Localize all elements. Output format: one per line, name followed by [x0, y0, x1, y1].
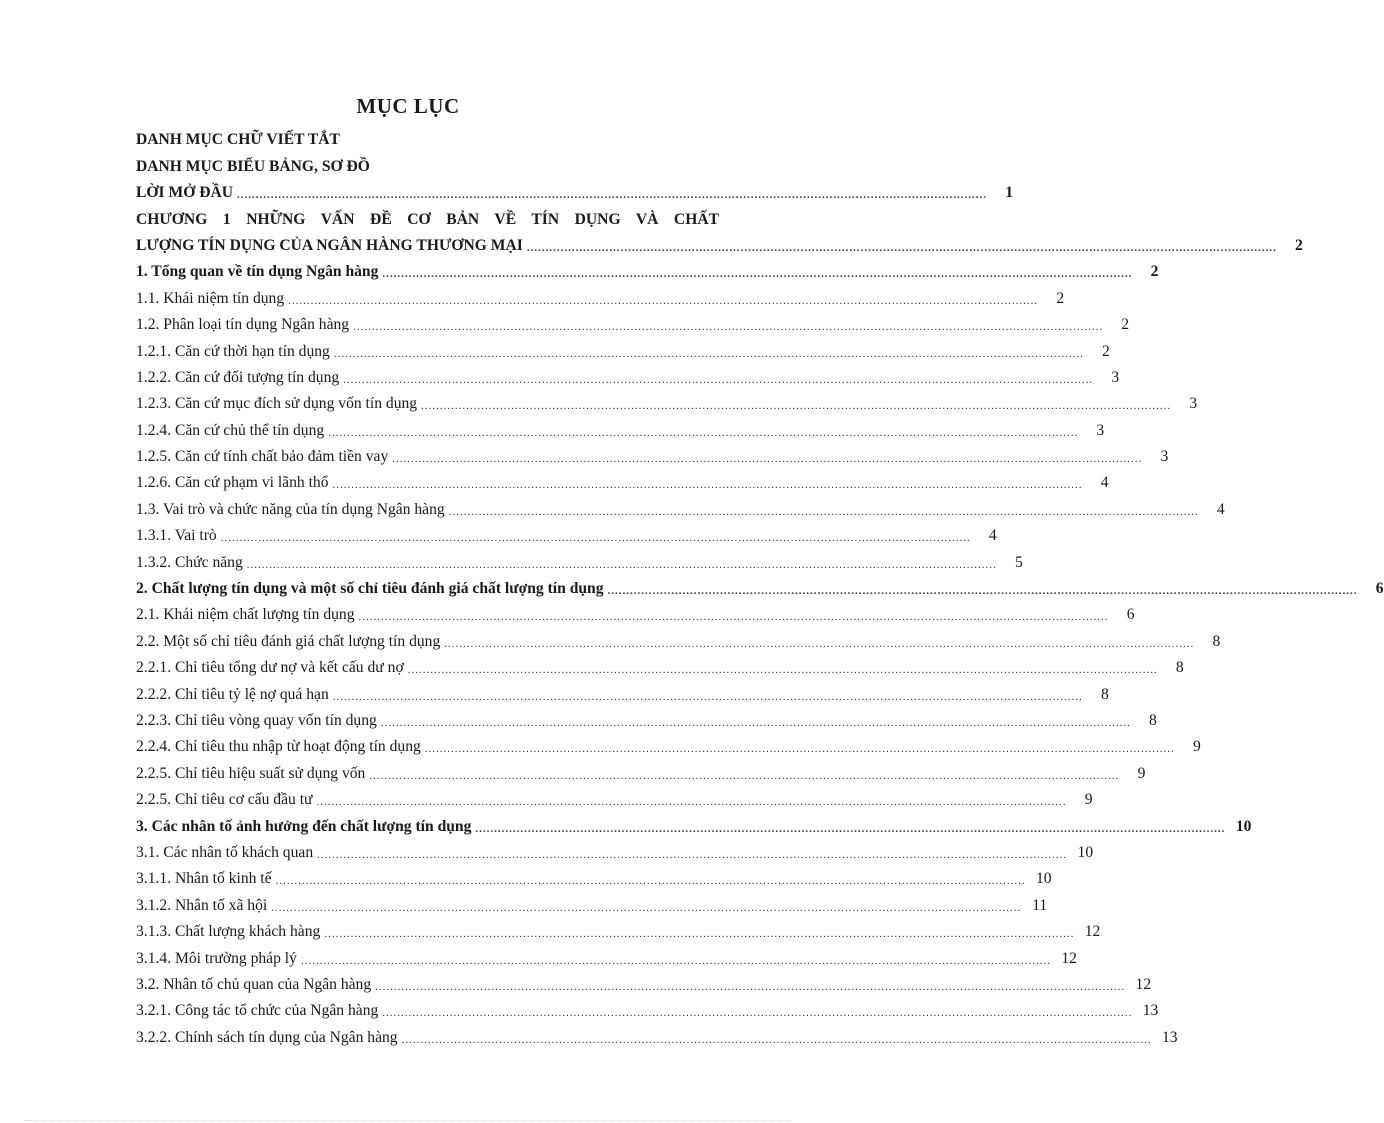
- leader-dots: ........................................................................................................................................................................................................: [375, 980, 1126, 993]
- toc-page-number: 2: [1056, 289, 1065, 307]
- leader-dots: ........................................................................................................................................................................................................: [316, 796, 1067, 809]
- toc-page-number: 6: [1375, 580, 1384, 598]
- table-of-contents: [136, 123, 1384, 1047]
- toc-entry[interactable]: [136, 783, 1093, 809]
- toc-entry[interactable]: [136, 888, 1048, 914]
- toc-page-number: 10: [1235, 817, 1252, 835]
- toc-entry-label: 1. Tổng quan về tín dụng Ngân hàng: [136, 263, 379, 281]
- leader-dots: ........................................................................................................................................................................................................: [332, 690, 1083, 703]
- toc-entry[interactable]: [136, 704, 1157, 730]
- toc-entry[interactable]: [136, 756, 1146, 782]
- toc-page-number: 5: [1014, 553, 1023, 571]
- leader-dots: ........................................................................................................................................................................................................: [220, 532, 971, 545]
- toc-page-number: 9: [1137, 764, 1146, 782]
- toc-page-number: 9: [1084, 791, 1093, 809]
- toc-entry-list: [136, 255, 1384, 1047]
- toc-entry-label: 3.2.2. Chính sách tín dụng của Ngân hàng: [136, 1028, 398, 1046]
- toc-entry-label: 1.2.1. Căn cứ thời hạn tín dụng: [136, 342, 330, 360]
- leader-dots: ........................................................................................................................................................................................................: [353, 321, 1104, 334]
- toc-page-number: 4: [1100, 474, 1109, 492]
- toc-entry-label: 2.2.5. Chỉ tiêu hiệu suất sử dụng vốn: [136, 764, 366, 782]
- toc-page-number: 8: [1212, 632, 1221, 650]
- toc-page-number: 13: [1162, 1028, 1178, 1046]
- toc-chapter-line-2[interactable]: [136, 229, 1303, 255]
- leader-dots: ........................................................................................................................................................................................................: [271, 901, 1022, 914]
- leader-dots: ........................................................................................................................................................................................................: [401, 1033, 1152, 1046]
- leader-dots: ........................................................................................................................................................................................................: [444, 637, 1195, 650]
- toc-page-number: 3: [1111, 368, 1120, 386]
- leader-dots: ........................................................................................................................................................................................................: [288, 294, 1039, 307]
- toc-entry-label: 3.2. Nhân tố chủ quan của Ngân hàng: [136, 975, 372, 993]
- toc-entry-label: DANH MỤC CHỮ VIẾT TẮT: [136, 131, 340, 149]
- toc-page-number: 8: [1100, 685, 1109, 703]
- toc-entry[interactable]: [136, 941, 1077, 967]
- toc-entry-label: 2.1. Khái niệm chất lượng tín dụng: [136, 606, 355, 624]
- toc-entry-label: 1.3.1. Vai trò: [136, 527, 217, 545]
- toc-entry-label: 2.2.5. Chỉ tiêu cơ cấu đầu tư: [136, 791, 313, 809]
- page-title: MỤC LỤC: [356, 94, 460, 118]
- page-bottom-rule: [24, 1120, 792, 1122]
- toc-entry[interactable]: [136, 334, 1110, 360]
- toc-entry-label: 2.2.4. Chỉ tiêu thu nhập từ hoạt động tín dụng: [136, 738, 421, 756]
- toc-entry-label: 1.3.2. Chức năng: [136, 553, 243, 571]
- toc-page-number: 11: [1032, 896, 1048, 914]
- toc-chapter-label: CHƯƠNG 1 NHỮNG VẤN ĐỀ CƠ BẢN VỀ TÍN DỤNG VÀ CHẤT: [136, 210, 719, 228]
- toc-entry[interactable]: [136, 361, 1120, 387]
- toc-entry-label: 2.2.2. Chỉ tiêu tỷ lệ nợ quá hạn: [136, 685, 329, 703]
- leader-dots: ........................................................................................................................................................................................................: [407, 664, 1158, 677]
- toc-page-number: 9: [1193, 738, 1201, 756]
- toc-entry-label: 3.1.1. Nhân tố kinh tế: [136, 870, 272, 888]
- leader-dots: ........................................................................................................................................................................................................: [369, 769, 1120, 782]
- toc-entry-intro[interactable]: [136, 176, 1014, 202]
- toc-page-number: 8: [1175, 659, 1184, 677]
- leader-dots: ........................................................................................................................................................................................................: [358, 611, 1109, 624]
- toc-entry[interactable]: [136, 308, 1130, 334]
- toc-page-number: 12: [1061, 949, 1077, 967]
- leader-dots: ........................................................................................................................................................................................................: [332, 479, 1083, 492]
- leader-dots: ........................................................................................................................................................................................................: [526, 241, 1277, 254]
- toc-entry-label: 1.2.5. Căn cứ tính chất bảo đảm tiền vay: [136, 448, 389, 466]
- toc-entry[interactable]: [136, 730, 1201, 756]
- leader-dots: ........................................................................................................................................................................................................: [300, 954, 1051, 967]
- toc-entry[interactable]: [136, 809, 1252, 835]
- toc-page-number: 2: [1150, 263, 1159, 281]
- leader-dots: ........................................................................................................................................................................................................: [382, 1007, 1133, 1020]
- toc-entry[interactable]: [136, 519, 997, 545]
- toc-entry-label: 1.2. Phân loại tín dụng Ngân hàng: [136, 316, 350, 334]
- leader-dots: ........................................................................................................................................................................................................: [607, 585, 1358, 598]
- toc-page-number: 3: [1160, 448, 1169, 466]
- toc-entry-label: 1.2.2. Căn cứ đối tượng tín dụng: [136, 368, 340, 386]
- toc-page-number: 4: [1216, 500, 1225, 518]
- toc-entry-label: 1.2.3. Căn cứ mục đích sử dụng vốn tín dụng: [136, 395, 418, 413]
- toc-entry-label: 1.1. Khái niệm tín dụng: [136, 289, 285, 307]
- toc-page-number: 6: [1126, 606, 1135, 624]
- toc-entry[interactable]: [136, 968, 1152, 994]
- toc-chapter-line-1[interactable]: [136, 202, 719, 228]
- toc-entry[interactable]: [136, 440, 1169, 466]
- toc-entry-label: 3.1.4. Môi trường pháp lý: [136, 949, 297, 967]
- leader-dots: ........................................................................................................................................................................................................: [275, 875, 1026, 888]
- leader-dots: ........................................................................................................................................................................................................: [343, 373, 1094, 386]
- toc-entry[interactable]: [136, 492, 1225, 518]
- toc-page-number: 1: [1005, 184, 1014, 202]
- toc-entry[interactable]: [136, 1020, 1178, 1046]
- leader-dots: ........................................................................................................................................................................................................: [246, 558, 997, 571]
- toc-entry[interactable]: [136, 255, 1159, 281]
- toc-entry[interactable]: [136, 466, 1109, 492]
- toc-heading-figures[interactable]: [136, 149, 719, 175]
- toc-entry-label: 1.3. Vai trò và chức năng của tín dụng Ngân hàng: [136, 500, 445, 518]
- leader-dots: ........................................................................................................................................................................................................: [421, 400, 1172, 413]
- toc-page-number: 4: [988, 527, 997, 545]
- toc-entry[interactable]: [136, 677, 1109, 703]
- toc-entry[interactable]: [136, 836, 1094, 862]
- leader-dots: ........................................................................................................................................................................................................: [392, 453, 1143, 466]
- toc-entry[interactable]: [136, 387, 1198, 413]
- toc-page-number: 3: [1189, 395, 1198, 413]
- toc-page-number: 13: [1142, 1002, 1159, 1020]
- toc-entry[interactable]: [136, 862, 1052, 888]
- leader-dots: ........................................................................................................................................................................................................: [328, 426, 1079, 439]
- leader-dots: ........................................................................................................................................................................................................: [237, 189, 988, 202]
- toc-page-number: 2: [1121, 316, 1130, 334]
- toc-entry[interactable]: [136, 994, 1159, 1020]
- toc-entry[interactable]: [136, 281, 1065, 307]
- toc-entry[interactable]: [136, 572, 1384, 598]
- leader-dots: ........................................................................................................................................................................................................: [475, 822, 1226, 835]
- toc-entry-label: 2.2.1. Chỉ tiêu tổng dư nợ và kết cấu dư nợ: [136, 659, 404, 677]
- toc-page-number: 10: [1035, 870, 1052, 888]
- leader-dots: ........................................................................................................................................................................................................: [324, 928, 1075, 941]
- toc-chapter-label: LƯỢNG TÍN DỤNG CỦA NGÂN HÀNG THƯƠNG MẠI: [136, 236, 523, 254]
- toc-entry-label: 1.2.6. Căn cứ phạm vi lãnh thổ: [136, 474, 329, 492]
- toc-entry-label: 2. Chất lượng tín dụng và một số chỉ tiêu đánh giá chất lượng tín dụng: [136, 580, 604, 598]
- toc-page-number: 12: [1084, 923, 1101, 941]
- toc-entry-label: 3.1.2. Nhân tố xã hội: [136, 896, 268, 914]
- toc-entry[interactable]: [136, 651, 1184, 677]
- toc-entry[interactable]: [136, 413, 1105, 439]
- toc-entry-label: 1.2.4. Căn cứ chủ thể tín dụng: [136, 421, 325, 439]
- toc-entry[interactable]: [136, 545, 1023, 571]
- toc-entry-label: 2.2.3. Chỉ tiêu vòng quay vốn tín dụng: [136, 711, 377, 729]
- toc-heading-abbreviations[interactable]: [136, 123, 719, 149]
- toc-entry-label: LỜI MỞ ĐẦU: [136, 184, 234, 202]
- toc-page-number: 3: [1096, 421, 1105, 439]
- toc-page-number: 2: [1295, 236, 1303, 254]
- leader-dots: ........................................................................................................................................................................................................: [333, 347, 1084, 360]
- toc-page-number: 2: [1102, 342, 1110, 360]
- leader-dots: ........................................................................................................................................................................................................: [382, 268, 1133, 281]
- toc-entry-label: DANH MỤC BIỂU BẢNG, SƠ ĐỒ: [136, 157, 370, 175]
- toc-entry-label: 2.2. Một số chỉ tiêu đánh giá chất lượng tín dụng: [136, 632, 441, 650]
- toc-entry-label: 3.1. Các nhân tố khách quan: [136, 843, 314, 861]
- toc-entry[interactable]: [136, 915, 1101, 941]
- toc-entry-label: 3.2.1. Công tác tổ chức của Ngân hàng: [136, 1002, 379, 1020]
- leader-dots: ........................................................................................................................................................................................................: [448, 505, 1199, 518]
- leader-dots: ........................................................................................................................................................................................................: [317, 848, 1068, 861]
- toc-entry[interactable]: [136, 598, 1135, 624]
- toc-entry-label: 3. Các nhân tố ảnh hưởng đến chất lượng tín dụng: [136, 817, 472, 835]
- toc-page-number: 12: [1135, 975, 1152, 993]
- toc-page-number: 10: [1077, 843, 1094, 861]
- toc-entry-label: 3.1.3. Chất lượng khách hàng: [136, 923, 321, 941]
- toc-page-number: 8: [1149, 711, 1157, 729]
- toc-entry[interactable]: [136, 624, 1221, 650]
- leader-dots: ........................................................................................................................................................................................................: [424, 743, 1175, 756]
- leader-dots: ........................................................................................................................................................................................................: [380, 716, 1131, 729]
